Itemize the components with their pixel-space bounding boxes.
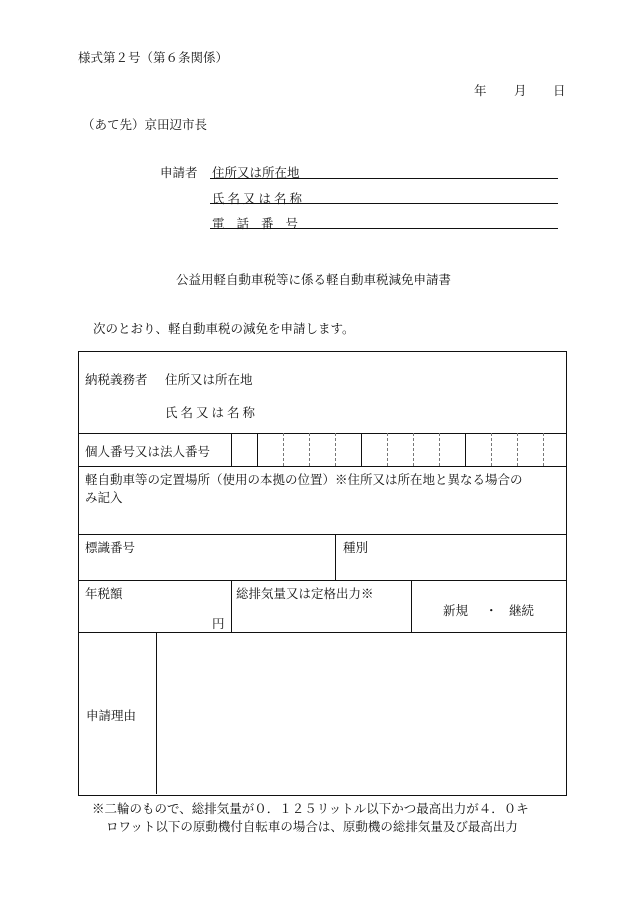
applicant-phone-label: 電話番号: [212, 216, 311, 231]
displacement-label: 総排気量又は定格出力※: [236, 586, 374, 601]
intro-text: 次のとおり、軽自動車税の減免を申請します。: [93, 321, 355, 336]
vehicle-type-label: 種別: [343, 540, 369, 555]
digit-box-divider: [257, 433, 258, 466]
new-option[interactable]: 新規: [443, 603, 469, 618]
row-divider: [79, 632, 566, 633]
location-label-line2: み記入: [85, 490, 123, 505]
row-divider: [79, 580, 566, 581]
addressee: （あて先）京田辺市長: [82, 117, 208, 132]
applicant-label: 申請者: [160, 165, 198, 180]
date-year-label: 年: [474, 83, 487, 98]
digit-box-divider: [413, 433, 414, 466]
column-divider: [156, 632, 157, 794]
digit-box-divider: [335, 433, 336, 466]
digit-box-divider: [465, 433, 466, 466]
row-divider: [79, 433, 566, 434]
digit-box-divider: [283, 433, 284, 466]
footnote-line1: ※二輪のもので、総排気量が０．１２５リットル以下かつ最高出力が４．０キ: [92, 801, 529, 816]
row-divider: [79, 534, 566, 535]
column-divider: [411, 580, 412, 632]
taxpayer-label: 納税義務者: [85, 372, 148, 387]
application-table: [78, 351, 567, 796]
applicant-name-line[interactable]: [210, 203, 558, 204]
digit-box-divider: [309, 433, 310, 466]
individual-number-label: 個人番号又は法人番号: [85, 444, 211, 459]
yen-unit: 円: [212, 616, 225, 631]
applicant-address-line[interactable]: [210, 178, 558, 179]
option-separator: ・: [485, 603, 498, 618]
applicant-phone-line[interactable]: [210, 228, 558, 229]
digit-box-divider: [543, 433, 544, 466]
applicant-name-label: 氏名又は名称: [212, 191, 306, 206]
column-divider: [335, 534, 336, 580]
digit-box-divider: [517, 433, 518, 466]
column-divider: [231, 433, 232, 466]
form-title: 公益用軽自動車税等に係る軽自動車税減免申請書: [176, 272, 452, 287]
digit-box-divider: [361, 433, 362, 466]
taxpayer-name-label: 氏名又は名称: [165, 405, 259, 420]
date-day-label: 日: [553, 83, 566, 98]
form-number: 様式第２号（第６条関係）: [78, 50, 229, 65]
plate-number-label: 標識番号: [85, 540, 136, 555]
applicant-address-label: 住所又は所在地: [212, 165, 300, 180]
footnote-line2: ロワット以下の原動機付自転車の場合は、原動機の総排気量及び最高出力: [106, 819, 518, 834]
digit-box-divider: [439, 433, 440, 466]
continue-option[interactable]: 継続: [509, 603, 535, 618]
row-divider: [79, 466, 566, 467]
reason-label: 申請理由: [86, 708, 137, 723]
date-month-label: 月: [514, 83, 527, 98]
digit-box-divider: [491, 433, 492, 466]
location-label-line1: 軽自動車等の定置場所（使用の本拠の位置）※住所又は所在地と異なる場合の: [85, 472, 523, 487]
digit-box-divider: [387, 433, 388, 466]
annual-tax-label: 年税額: [85, 586, 123, 601]
column-divider: [231, 580, 232, 632]
taxpayer-address-label: 住所又は所在地: [165, 372, 253, 387]
